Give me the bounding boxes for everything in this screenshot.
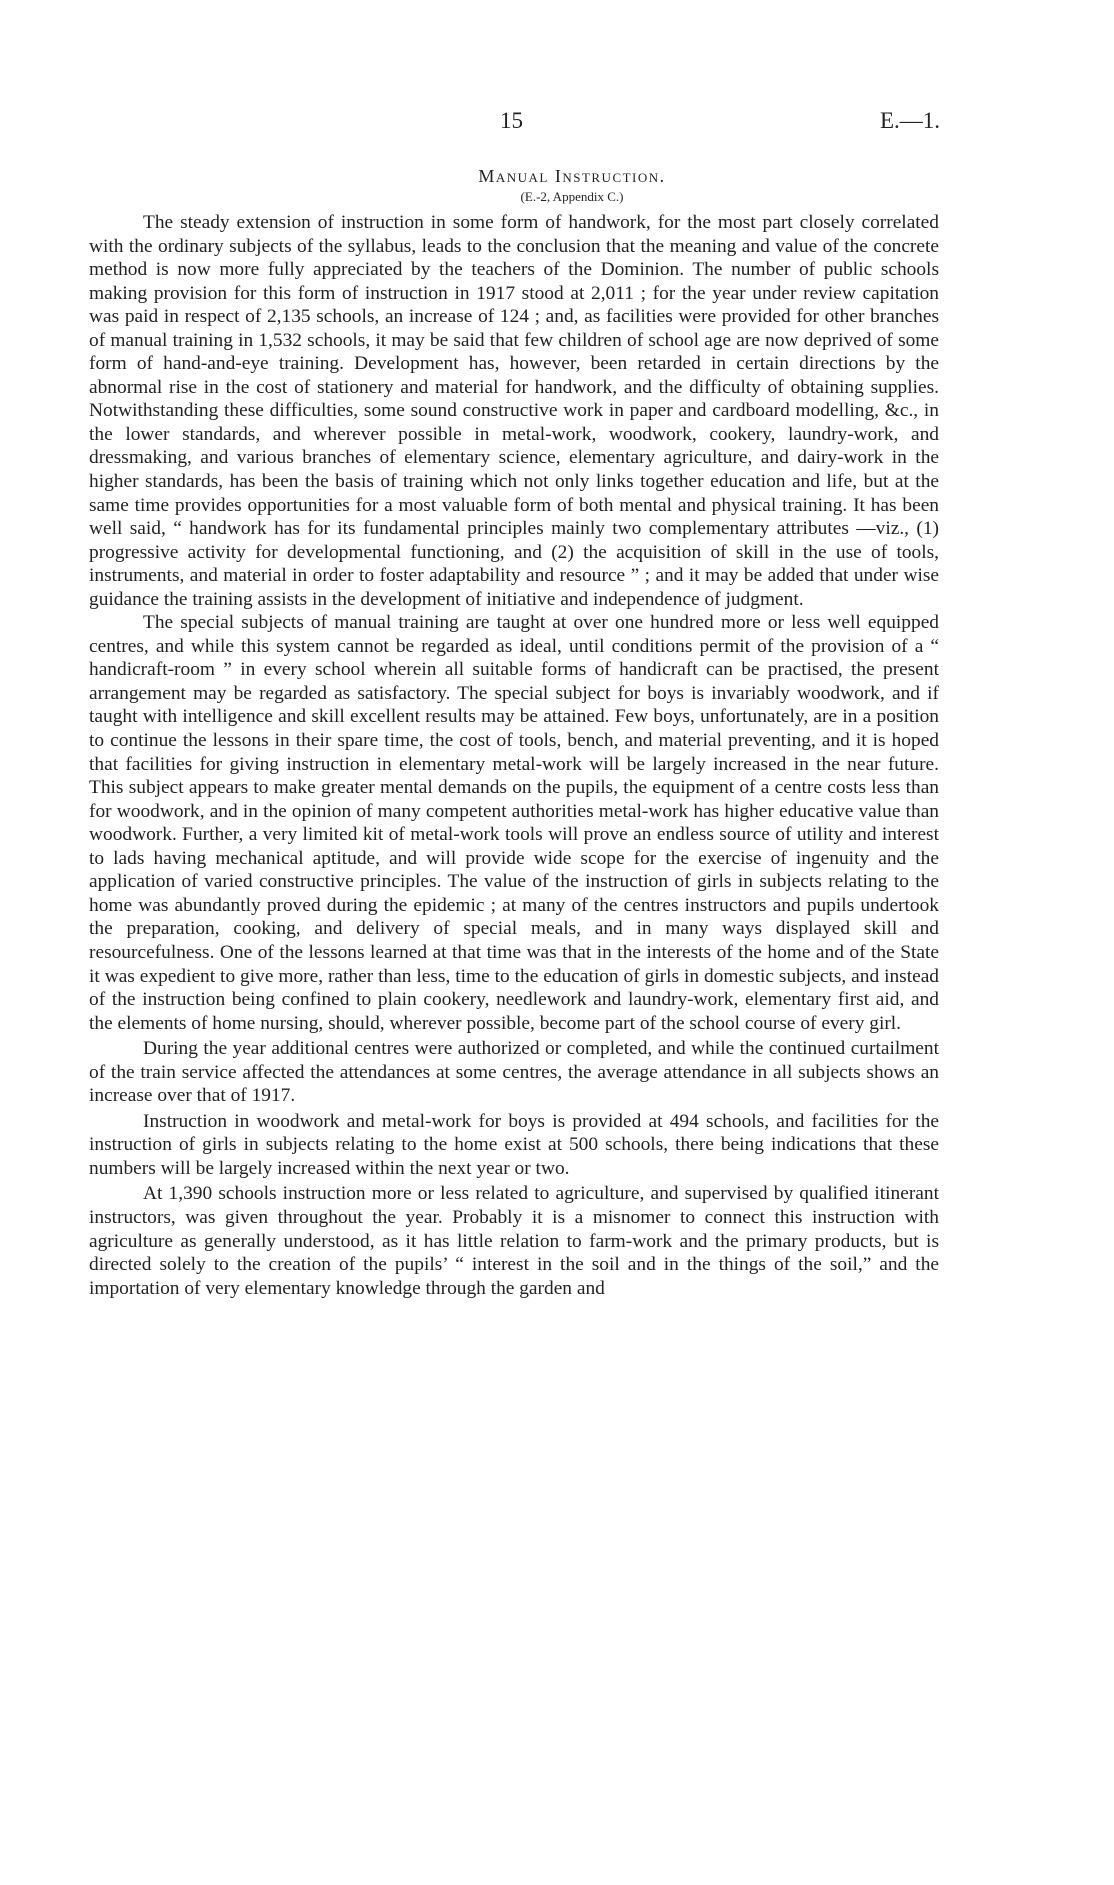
section-title: Manual Instruction.: [478, 166, 666, 186]
page-header: [0, 108, 1114, 138]
section-reference: (E.-2, Appendix C.): [520, 189, 624, 204]
paragraph: During the year additional centres were authorized or completed, and while the continued curtailment of the train service affected the attendances at some centres, the average attendance in all subjects shows an increase over that of 1917.: [89, 1038, 939, 1107]
paragraph: Instruction in woodwork and metal-work for boys is provided at 494 schools, and facilities for the instruction of girls in subjects relating to the home exist at 500 schools, there being indications that these numbers will be largely increased within the next year or two.: [89, 1110, 939, 1179]
paragraph: The special subjects of manual training are taught at over one hundred more or less well equipped centres, and while this system cannot be regarded as ideal, until conditions permit of the provision of a “ handicraft-room ” in every school wherein all suitable forms of handicraft can be practised, the present arrangement may be regarded as satisfactory. The special subject for boys is invariably woodwork, and if taught with intelligence and skill excellent results may be attained. Few boys, unfortunately, are in a position to continue the lessons in their spare time, the cost of tools, bench, and material preventing, and it is hoped that facilities for giving instruction in elementary metal-work will be largely increased in the near future. This subject appears to make greater mental demands on the pupils, the equipment of a centre costs less than for woodwork, and in the opinion of many competent authorities metal-work has higher educative value than woodwork. Further, a very limited kit of metal-work tools will prove an endless source of utility and interest to lads having mechanical aptitude, and will provide wide scope for the exercise of ingenuity and the application of varied constructive principles. The value of the instruction of girls in subjects relating to the home was abundantly proved during the epidemic ; at many of the centres instructors and pupils undertook the preparation, cooking, and delivery of special meals, and in many ways displayed skill and resourcefulness. One of the lessons learned at that time was that in the interests of the home and of the State it was expedient to give more, rather than less, time to the education of girls in domestic subjects, and instead of the instruction being confined to plain cookery, needlework and laundry-work, elementary first aid, and the elements of home nursing, should, wherever possible, become part of the school course of every girl.: [89, 612, 939, 1034]
document-code: E.—1.: [879, 108, 940, 133]
page-number: 15: [500, 108, 523, 133]
body-text: [89, 211, 939, 1300]
paragraph: The steady extension of instruction in some form of handwork, for the most part closely correlated with the ordinary subjects of the syllabus, leads to the conclusion that the meaning and value of the concrete method is now more fully appreciated by the teachers of the Dominion. The number of public schools making provision for this form of instruction in 1917 stood at 2,011 ; for the year under review capitation was paid in respect of 2,135 schools, an increase of 124 ; and, as facilities were provided for other branches of manual training in 1,532 schools, it may be said that few children of school age are now deprived of some form of hand-and-eye training. Development has, however, been retarded in certain directions by the abnormal rise in the cost of stationery and material for handwork, and the difficulty of obtaining supplies. Notwithstanding these difficulties, some sound constructive work in paper and cardboard modelling, &c., in the lower standards, and wherever possible in metal-work, woodwork, cookery, laundry-work, and dressmaking, and various branches of elementary science, elementary agriculture, and dairy-work in the higher standards, has been the basis of training which not only links together education and life, but at the same time provides opportunities for a most valuable form of both mental and physical training. It has been well said, “ handwork has for its fundamental principles mainly two complementary attributes —viz., (1) progressive activity for developmental functioning, and (2) the acquisition of skill in the use of tools, instruments, and material in order to foster adaptability and resource ” ; and it may be added that under wise guidance the training assists in the development of initiative and independence of judgment.: [89, 212, 939, 610]
paragraph: At 1,390 schools instruction more or less related to agriculture, and supervised by qualified itinerant instructors, was given throughout the year. Probably it is a misnomer to connect this instruction with agriculture as generally understood, as it has little relation to farm-work and the primary products, but is directed solely to the creation of the pupils’ “ interest in the soil and in the things of the soil,” and the importation of very elementary knowledge through the garden and: [89, 1183, 939, 1299]
